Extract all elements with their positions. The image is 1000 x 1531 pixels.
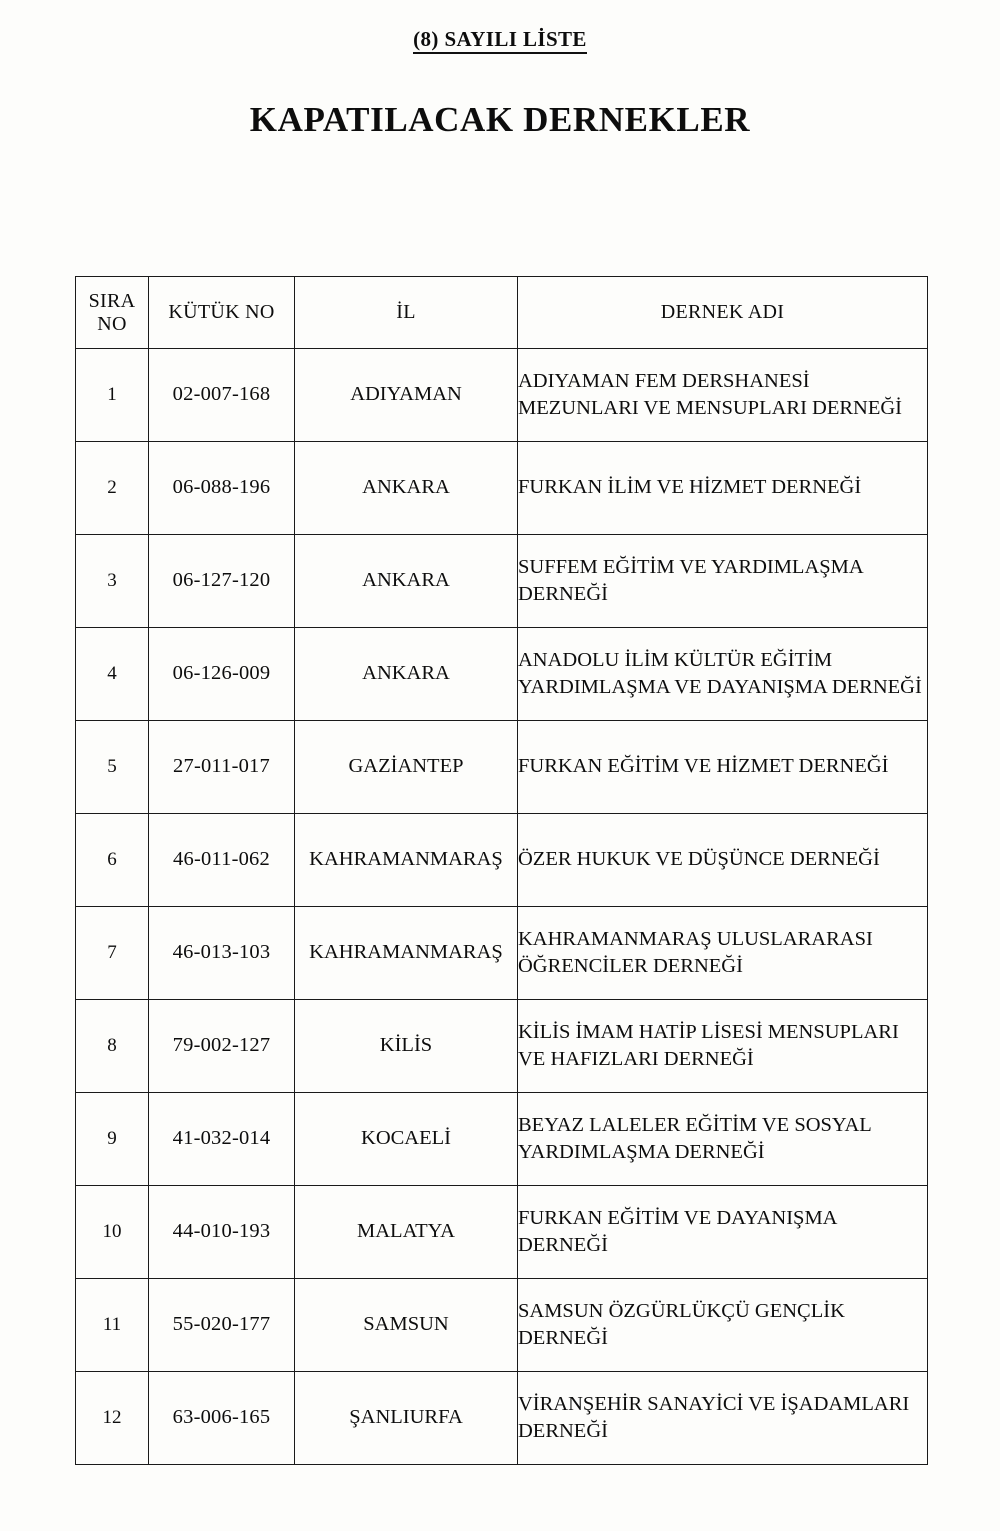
- cell-il: ADIYAMAN: [295, 349, 518, 442]
- cell-il: KAHRAMANMARAŞ: [295, 814, 518, 907]
- column-header-dernek-adi-label: DERNEK ADI: [660, 301, 785, 324]
- table-header: [76, 277, 928, 349]
- cell-il: KAHRAMANMARAŞ: [295, 907, 518, 1000]
- table-row: [76, 907, 928, 1000]
- cell-sira-no: 2: [76, 442, 149, 535]
- table-row: [76, 349, 928, 442]
- cell-sira-no: 7: [76, 907, 149, 1000]
- table-row: [76, 1093, 928, 1186]
- cell-sira-no: 6: [76, 814, 149, 907]
- table-header-row: [76, 277, 928, 349]
- cell-kutuk-no: 79-002-127: [149, 1000, 295, 1093]
- cell-kutuk-no: 44-010-193: [149, 1186, 295, 1279]
- cell-dernek-adi: FURKAN EĞİTİM VE DAYANIŞMA DERNEĞİ: [518, 1186, 928, 1279]
- cell-il: ANKARA: [295, 535, 518, 628]
- cell-dernek-adi: BEYAZ LALELER EĞİTİM VE SOSYAL YARDIMLAŞMA DERNEĞİ: [518, 1093, 928, 1186]
- cell-il: ANKARA: [295, 442, 518, 535]
- cell-dernek-adi: ÖZER HUKUK VE DÜŞÜNCE DERNEĞİ: [518, 814, 928, 907]
- cell-dernek-adi: ANADOLU İLİM KÜLTÜR EĞİTİM YARDIMLAŞMA VE DAYANIŞMA DERNEĞİ: [518, 628, 928, 721]
- cell-sira-no: 11: [76, 1279, 149, 1372]
- cell-il: KOCAELİ: [295, 1093, 518, 1186]
- table-row: [76, 628, 928, 721]
- cell-il: SAMSUN: [295, 1279, 518, 1372]
- cell-sira-no: 12: [76, 1372, 149, 1465]
- cell-il: ANKARA: [295, 628, 518, 721]
- column-header-il: [295, 277, 518, 349]
- cell-kutuk-no: 46-011-062: [149, 814, 295, 907]
- cell-dernek-adi: FURKAN İLİM VE HİZMET DERNEĞİ: [518, 442, 928, 535]
- cell-kutuk-no: 06-088-196: [149, 442, 295, 535]
- cell-sira-no: 9: [76, 1093, 149, 1186]
- column-header-sira-no-line1: SIRA: [88, 290, 136, 313]
- cell-il: GAZİANTEP: [295, 721, 518, 814]
- cell-sira-no: 1: [76, 349, 149, 442]
- column-header-sira-no-line2: NO: [97, 312, 127, 335]
- cell-dernek-adi: KAHRAMANMARAŞ ULUSLARARASI ÖĞRENCİLER DERNEĞİ: [518, 907, 928, 1000]
- cell-dernek-adi: FURKAN EĞİTİM VE HİZMET DERNEĞİ: [518, 721, 928, 814]
- cell-dernek-adi: SAMSUN ÖZGÜRLÜKÇÜ GENÇLİK DERNEĞİ: [518, 1279, 928, 1372]
- cell-kutuk-no: 55-020-177: [149, 1279, 295, 1372]
- column-header-kutuk-no-label: KÜTÜK NO: [168, 301, 275, 324]
- cell-dernek-adi: KİLİS İMAM HATİP LİSESİ MENSUPLARI VE HAFIZLARI DERNEĞİ: [518, 1000, 928, 1093]
- page-title: KAPATILACAK DERNEKLER: [249, 100, 751, 139]
- table-row: [76, 535, 928, 628]
- table-row: [76, 814, 928, 907]
- cell-il: KİLİS: [295, 1000, 518, 1093]
- table-row: [76, 721, 928, 814]
- cell-kutuk-no: 63-006-165: [149, 1372, 295, 1465]
- cell-kutuk-no: 41-032-014: [149, 1093, 295, 1186]
- table-row: [76, 442, 928, 535]
- cell-dernek-adi: ADIYAMAN FEM DERSHANESİ MEZUNLARI VE MENSUPLARI DERNEĞİ: [518, 349, 928, 442]
- column-header-il-label: İL: [396, 301, 416, 324]
- cell-kutuk-no: 06-126-009: [149, 628, 295, 721]
- list-label: [0, 27, 1000, 52]
- cell-kutuk-no: 27-011-017: [149, 721, 295, 814]
- cell-sira-no: 4: [76, 628, 149, 721]
- table-row: [76, 1372, 928, 1465]
- cell-il: MALATYA: [295, 1186, 518, 1279]
- cell-il: ŞANLIURFA: [295, 1372, 518, 1465]
- cell-kutuk-no: 02-007-168: [149, 349, 295, 442]
- cell-kutuk-no: 46-013-103: [149, 907, 295, 1000]
- table-row: [76, 1279, 928, 1372]
- cell-dernek-adi: SUFFEM EĞİTİM VE YARDIMLAŞMA DERNEĞİ: [518, 535, 928, 628]
- associations-table: [75, 276, 928, 1465]
- cell-sira-no: 8: [76, 1000, 149, 1093]
- cell-sira-no: 3: [76, 535, 149, 628]
- cell-kutuk-no: 06-127-120: [149, 535, 295, 628]
- table-body: [76, 349, 928, 1465]
- cell-dernek-adi: VİRANŞEHİR SANAYİCİ VE İŞADAMLARI DERNEĞİ: [518, 1372, 928, 1465]
- table-row: [76, 1186, 928, 1279]
- table-row: [76, 1000, 928, 1093]
- column-header-dernek-adi: [518, 277, 928, 349]
- cell-sira-no: 5: [76, 721, 149, 814]
- cell-sira-no: 10: [76, 1186, 149, 1279]
- column-header-kutuk-no: [149, 277, 295, 349]
- associations-table-wrapper: [75, 276, 927, 1465]
- list-label-text: (8) SAYILI LİSTE: [413, 27, 587, 54]
- column-header-sira-no: [76, 277, 149, 349]
